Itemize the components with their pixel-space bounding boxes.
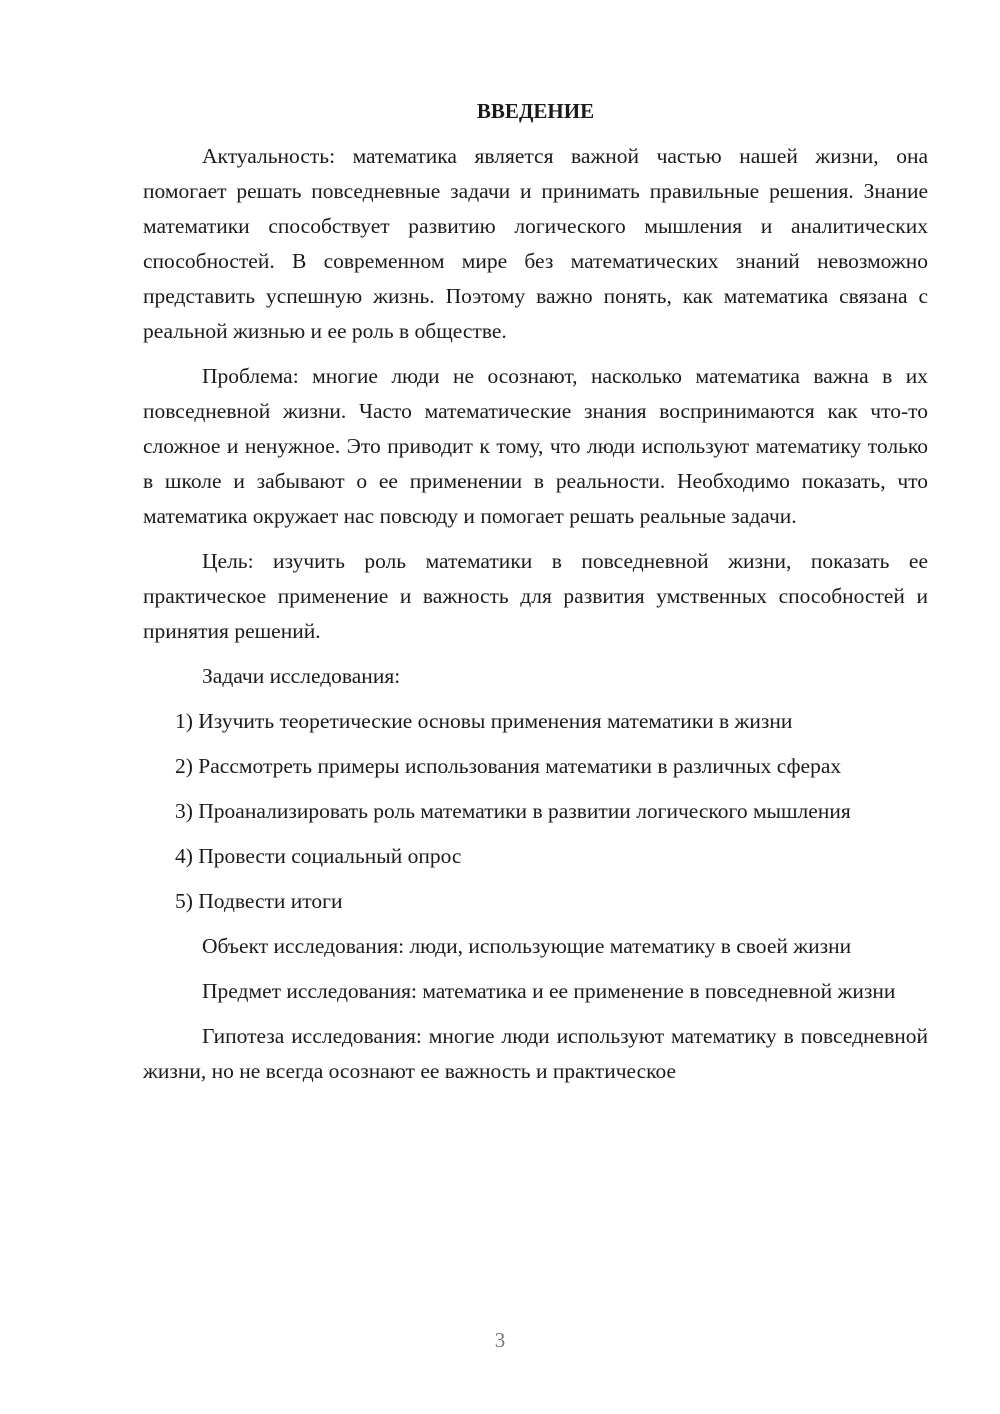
task-item-3: 3) Проанализировать роль математики в развитии логического мышления <box>175 799 851 823</box>
task-item-4: 4) Провести социальный опрос <box>175 844 462 868</box>
page-number: 3 <box>494 1328 506 1352</box>
document-page <box>143 95 928 1099</box>
tasks-heading: Задачи исследования: <box>202 664 401 688</box>
paragraph-problem: Проблема: многие люди не осознают, насколько математика важна в их повседневной жизни. Часто математические знания воспринимаются как что-то сложное и ненужное. Это приводит к тому, что люди используют математику только в школе и забывают о ее применении в реальности. Необходимо показать, что математика окружает нас повсюду и помогает решать реальные задачи. <box>143 364 928 528</box>
task-item-5: 5) Подвести итоги <box>175 889 343 913</box>
task-item-1: 1) Изучить теоретические основы применения математики в жизни <box>175 709 793 733</box>
paragraph-goal: Цель: изучить роль математики в повседневной жизни, показать ее практическое применение и важность для развития умственных способностей и принятия решений. <box>143 549 928 643</box>
paragraph-object: Объект исследования: люди, использующие математику в своей жизни <box>202 934 852 958</box>
paragraph-relevance: Актуальность: математика является важной частью нашей жизни, она помогает решать повседневные задачи и принимать правильные решения. Знание математики способствует развитию логического мышления и аналитических способностей. В современном мире без математических знаний невозможно представить успешную жизнь. Поэтому важно понять, как математика связана с реальной жизнью и ее роль в обществе. <box>143 144 928 343</box>
paragraph-subject: Предмет исследования: математика и ее применение в повседневной жизни <box>202 979 896 1003</box>
paragraph-hypothesis: Гипотеза исследования: многие люди используют математику в повседневной жизни, но не всегда осознают ее важность и практическое <box>143 1024 928 1083</box>
task-item-2: 2) Рассмотреть примеры использования математики в различных сферах <box>175 754 842 778</box>
section-title: ВВЕДЕНИЕ <box>476 99 595 123</box>
